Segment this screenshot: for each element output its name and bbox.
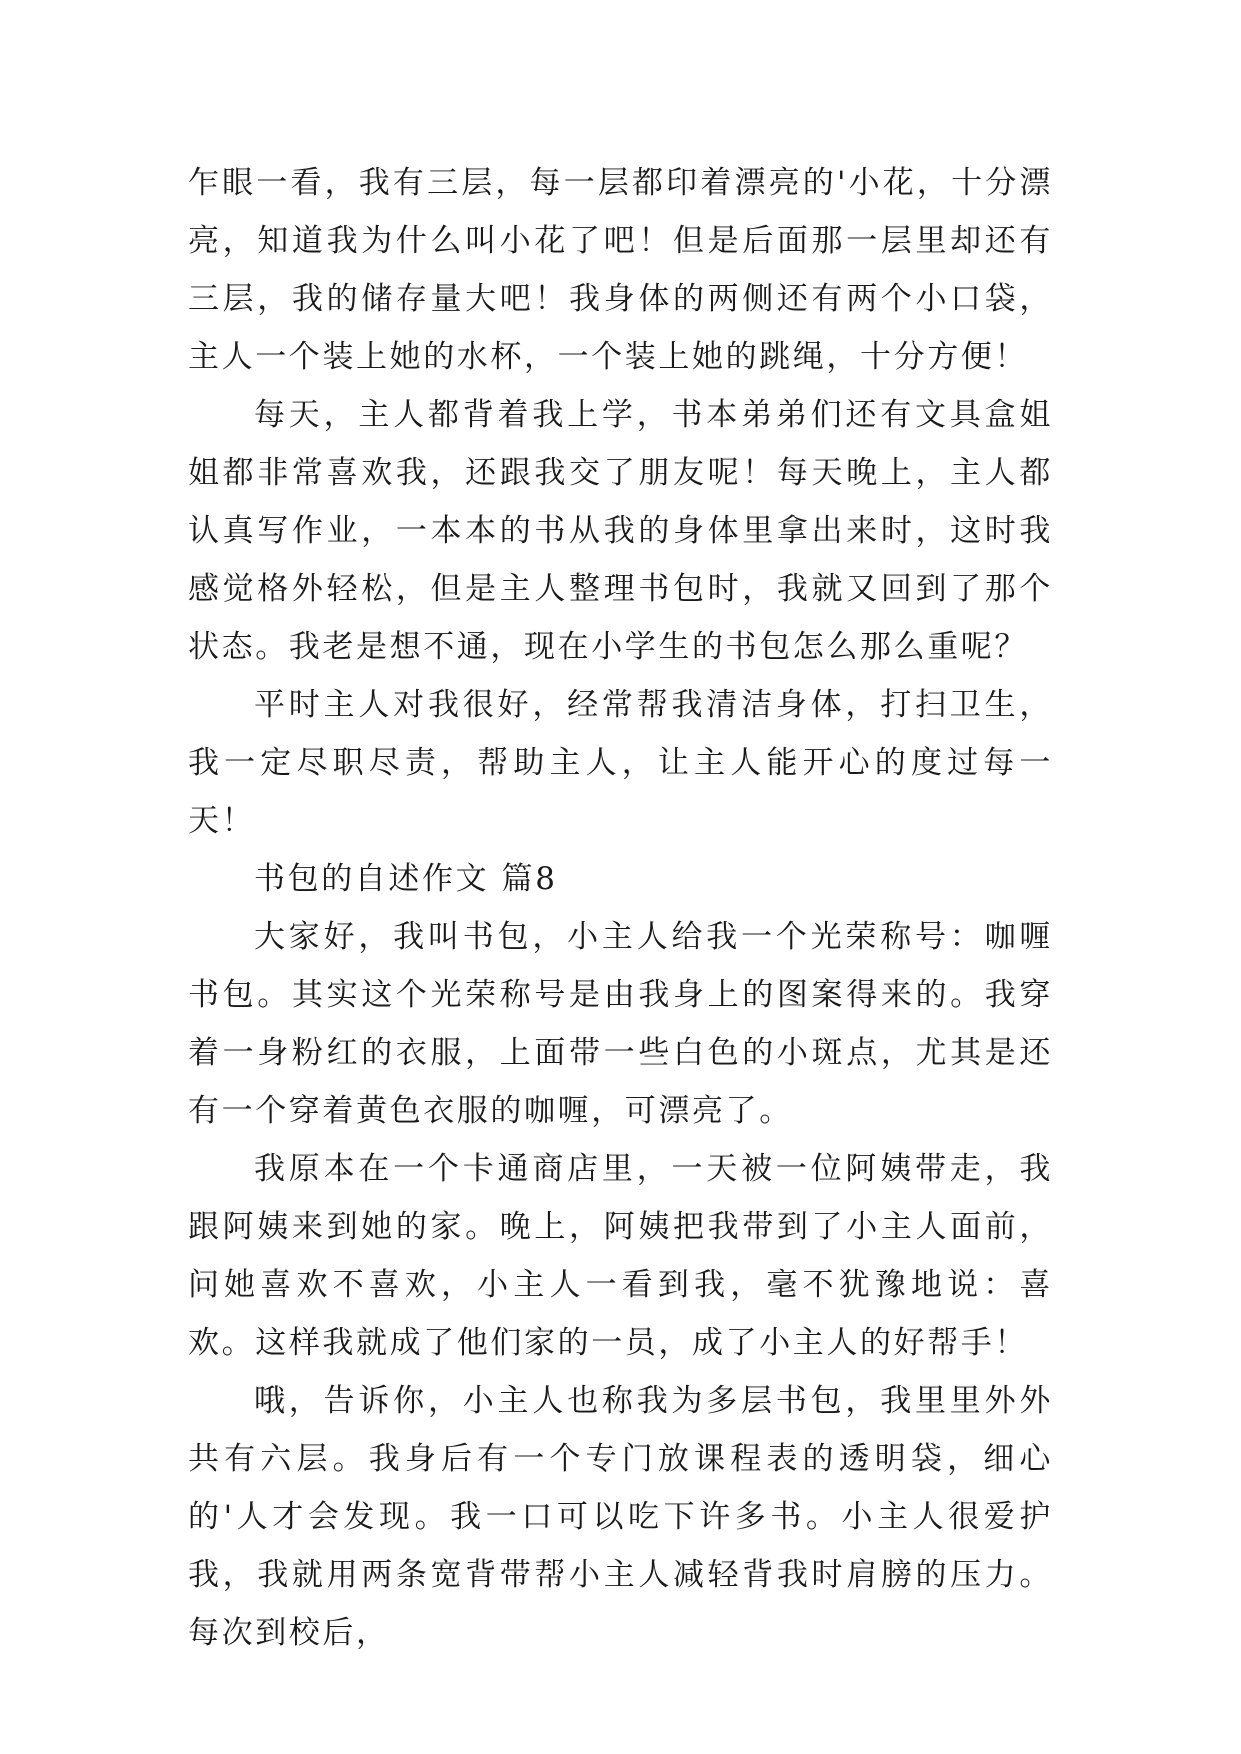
section-heading: 书包的自述作文 篇8 (254, 861, 558, 897)
paragraph-4: 大家好，我叫书包，小主人给我一个光荣称号：咖喱书包。其实这个光荣称号是由我身上的图案得来的。我穿着一身粉红的衣服，上面带一些白色的小斑点，尤其是还有一个穿着黄色衣服的咖喱，可漂亮了。 (188, 919, 1053, 1129)
paragraph-6: 哦，告诉你，小主人也称我为多层书包，我里里外外共有六层。我身后有一个专门放课程表的透明袋，细心的'人才会发现。我一口可以吃下许多书。小主人很爱护我，我就用两条宽背带帮小主人减轻背我时肩膀的压力。每次到校后， (188, 1383, 1053, 1651)
document-page (188, 154, 1053, 1662)
paragraph-1: 乍眼一看，我有三层，每一层都印着漂亮的'小花，十分漂亮，知道我为什么叫小花了吧！但是后面那一层里却还有三层，我的储存量大吧！我身体的两侧还有两个小口袋，主人一个装上她的水杯，一个装上她的跳绳，十分方便！ (188, 165, 1053, 375)
paragraph-5: 我原本在一个卡通商店里，一天被一位阿姨带走，我跟阿姨来到她的家。晚上，阿姨把我带到了小主人面前，问她喜欢不喜欢，小主人一看到我，毫不犹豫地说：喜欢。这样我就成了他们家的一员，成了小主人的好帮手！ (188, 1151, 1053, 1361)
paragraph-3: 平时主人对我很好，经常帮我清洁身体，打扫卫生，我一定尽职尽责，帮助主人，让主人能开心的度过每一天！ (188, 687, 1053, 839)
paragraph-2: 每天，主人都背着我上学，书本弟弟们还有文具盒姐姐都非常喜欢我，还跟我交了朋友呢！每天晚上，主人都认真写作业，一本本的书从我的身体里拿出来时，这时我感觉格外轻松，但是主人整理书包时，我就又回到了那个状态。我老是想不通，现在小学生的书包怎么那么重呢？ (188, 397, 1053, 665)
